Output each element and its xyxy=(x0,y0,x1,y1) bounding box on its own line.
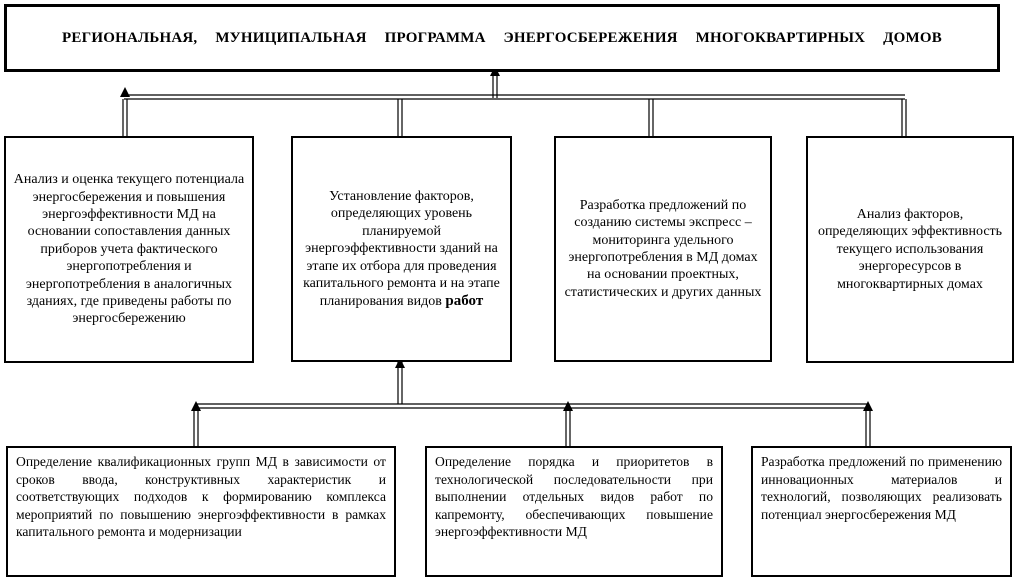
arrow-up-bottom-1 xyxy=(191,401,201,411)
efficiency-box xyxy=(806,136,1014,363)
qualification-groups-text: Определение квалификационных групп МД в зависимости от сроков ввода, конструктивных характеристик и соответствующих подходов к формированию комплекса мероприятий по повышению энергоэффективности в рамках капитального ремонта и модернизации xyxy=(16,454,386,539)
monitoring-text: Разработка предложений по созданию системы экспресс – мониторинга удельного энергопотребления в МД домах на основании проектных, статистических и других данных xyxy=(564,197,762,300)
arrow-up-bottom-3 xyxy=(863,401,873,411)
factors-bold-tail: работ xyxy=(445,292,484,309)
arrow-up-bottom-2 xyxy=(563,401,573,411)
innovation-text: Разработка предложений по применению инновационных материалов и технологий, позволяющих реализовать потенциал энергосбережения МД xyxy=(761,454,1002,522)
program-title: РЕГИОНАЛЬНАЯ, МУНИЦИПАЛЬНАЯ ПРОГРАММА ЭНЕРГОСБЕРЕЖЕНИЯ МНОГОКВАРТИРНЫХ ДОМОВ xyxy=(62,29,942,46)
analysis-box xyxy=(4,136,254,363)
repair-order-text: Определение порядка и приоритетов в технологической последовательности при выполнении отдельных видов работ по капремонту, обеспечивающих повышение энергоэффективности МД xyxy=(435,454,713,539)
innovation-box xyxy=(751,446,1012,577)
repair-order-box xyxy=(425,446,723,577)
analysis-text: Анализ и оценка текущего потенциала энергосбережения и повышения энергоэффективности МД на основании сопоставления данных приборов учета фактического энергопотребления и энергопотребления в аналогичных зданиях, где приведены работы по энергосбережению xyxy=(13,172,245,327)
qualification-groups-box xyxy=(6,446,396,577)
monitoring-box xyxy=(554,136,772,362)
efficiency-text: Анализ факторов, определяющих эффективность текущего использования энергоресурсов в многоквартирных домах xyxy=(817,206,1003,292)
arrow-up-1 xyxy=(120,87,130,97)
factors-box xyxy=(291,136,512,362)
program-title-box xyxy=(4,4,1000,72)
factors-text: Установление факторов, определяющих уровень планируемой энергоэффективности зданий на этапе их отбора для проведения капитального ремонта и на этапе планирования видов работ xyxy=(303,189,500,309)
